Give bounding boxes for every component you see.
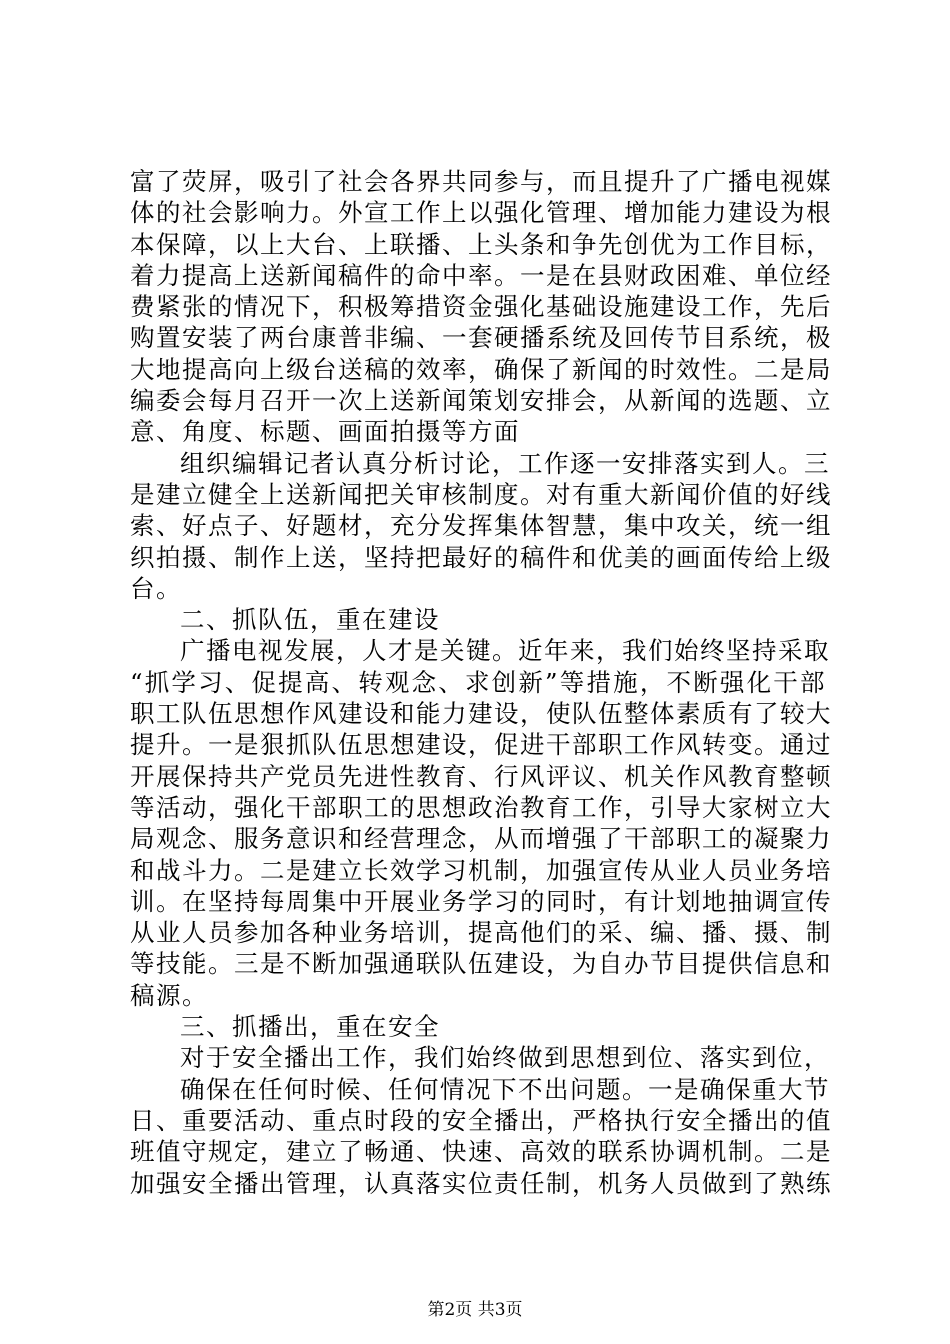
text-line: 织拍摄、制作上送，坚持把最好的稿件和优美的画面传给上级 [130, 542, 832, 572]
text-line: 提升。一是狠抓队伍思想建设，促进干部职工作风转变。通过 [130, 730, 832, 760]
text-line: 从业人员参加各种业务培训，提高他们的采、编、播、摄、制 [130, 918, 832, 948]
text-line: 班值守规定，建立了畅通、快速、高效的联系协调机制。二是 [130, 1137, 832, 1167]
text-line: 费紧张的情况下，积极筹措资金强化基础设施建设工作，先后 [130, 292, 832, 322]
text-line: 组织编辑记者认真分析讨论，工作逐一安排落实到人。三 [180, 448, 830, 478]
text-line: 等技能。三是不断加强通联队伍建设，为自办节目提供信息和 [130, 949, 832, 979]
text-line: 日、重要活动、重点时段的安全播出，严格执行安全播出的值 [130, 1105, 832, 1135]
text-line: 体的社会影响力。外宣工作上以强化管理、增加能力建设为根 [130, 198, 832, 228]
text-line: 对于安全播出工作，我们始终做到思想到位、落实到位， [180, 1043, 830, 1073]
text-line: 台。 [130, 573, 182, 603]
text-line: 三、抓播出，重在安全 [180, 1012, 440, 1042]
text-line: 着力提高上送新闻稿件的命中率。一是在县财政困难、单位经 [130, 260, 832, 290]
text-line: 广播电视发展，人才是关键。近年来，我们始终坚持采取 [180, 636, 830, 666]
document-body [130, 166, 832, 1199]
text-line: 局观念、服务意识和经营理念，从而增强了干部职工的凝聚力 [130, 824, 832, 854]
text-line: 索、好点子、好题材，充分发挥集体智慧，集中攻关，统一组 [130, 511, 832, 541]
text-line: 编委会每月召开一次上送新闻策划安排会，从新闻的选题、立 [130, 386, 832, 416]
text-line: 等活动，强化干部职工的思想政治教育工作，引导大家树立大 [130, 792, 832, 822]
text-line: 是建立健全上送新闻把关审核制度。对有重大新闻价值的好线 [130, 479, 832, 509]
text-line: 加强安全播出管理，认真落实位责任制，机务人员做到了熟练 [130, 1168, 832, 1198]
page-footer: 第2页 共3页 [427, 1300, 523, 1320]
text-line: 意、角度、标题、画面拍摄等方面 [130, 417, 520, 447]
text-line: 富了荧屏，吸引了社会各界共同参与，而且提升了广播电视媒 [130, 167, 832, 196]
text-line: 训。在坚持每周集中开展业务学习的同时，有计划地抽调宣传 [130, 886, 832, 916]
text-line: “抓学习、促提高、转观念、求创新”等措施，不断强化干部 [130, 667, 826, 697]
text-line: 确保在任何时候、任何情况下不出问题。一是确保重大节 [180, 1074, 830, 1104]
text-line: 购置安装了两台康普非编、一套硬播系统及回传节目系统，极 [130, 323, 832, 353]
text-line: 本保障，以上大台、上联播、上头条和争先创优为工作目标， [130, 229, 832, 259]
text-line: 职工队伍思想作风建设和能力建设，使队伍整体素质有了较大 [130, 699, 832, 729]
text-line: 稿源。 [130, 980, 208, 1010]
text-line: 大地提高向上级台送稿的效率，确保了新闻的时效性。二是局 [130, 354, 832, 384]
text-line: 和战斗力。二是建立长效学习机制，加强宣传从业人员业务培 [130, 855, 832, 885]
text-line: 开展保持共产党员先进性教育、行风评议、机关作风教育整顿 [130, 761, 832, 791]
text-line: 二、抓队伍，重在建设 [180, 605, 440, 635]
